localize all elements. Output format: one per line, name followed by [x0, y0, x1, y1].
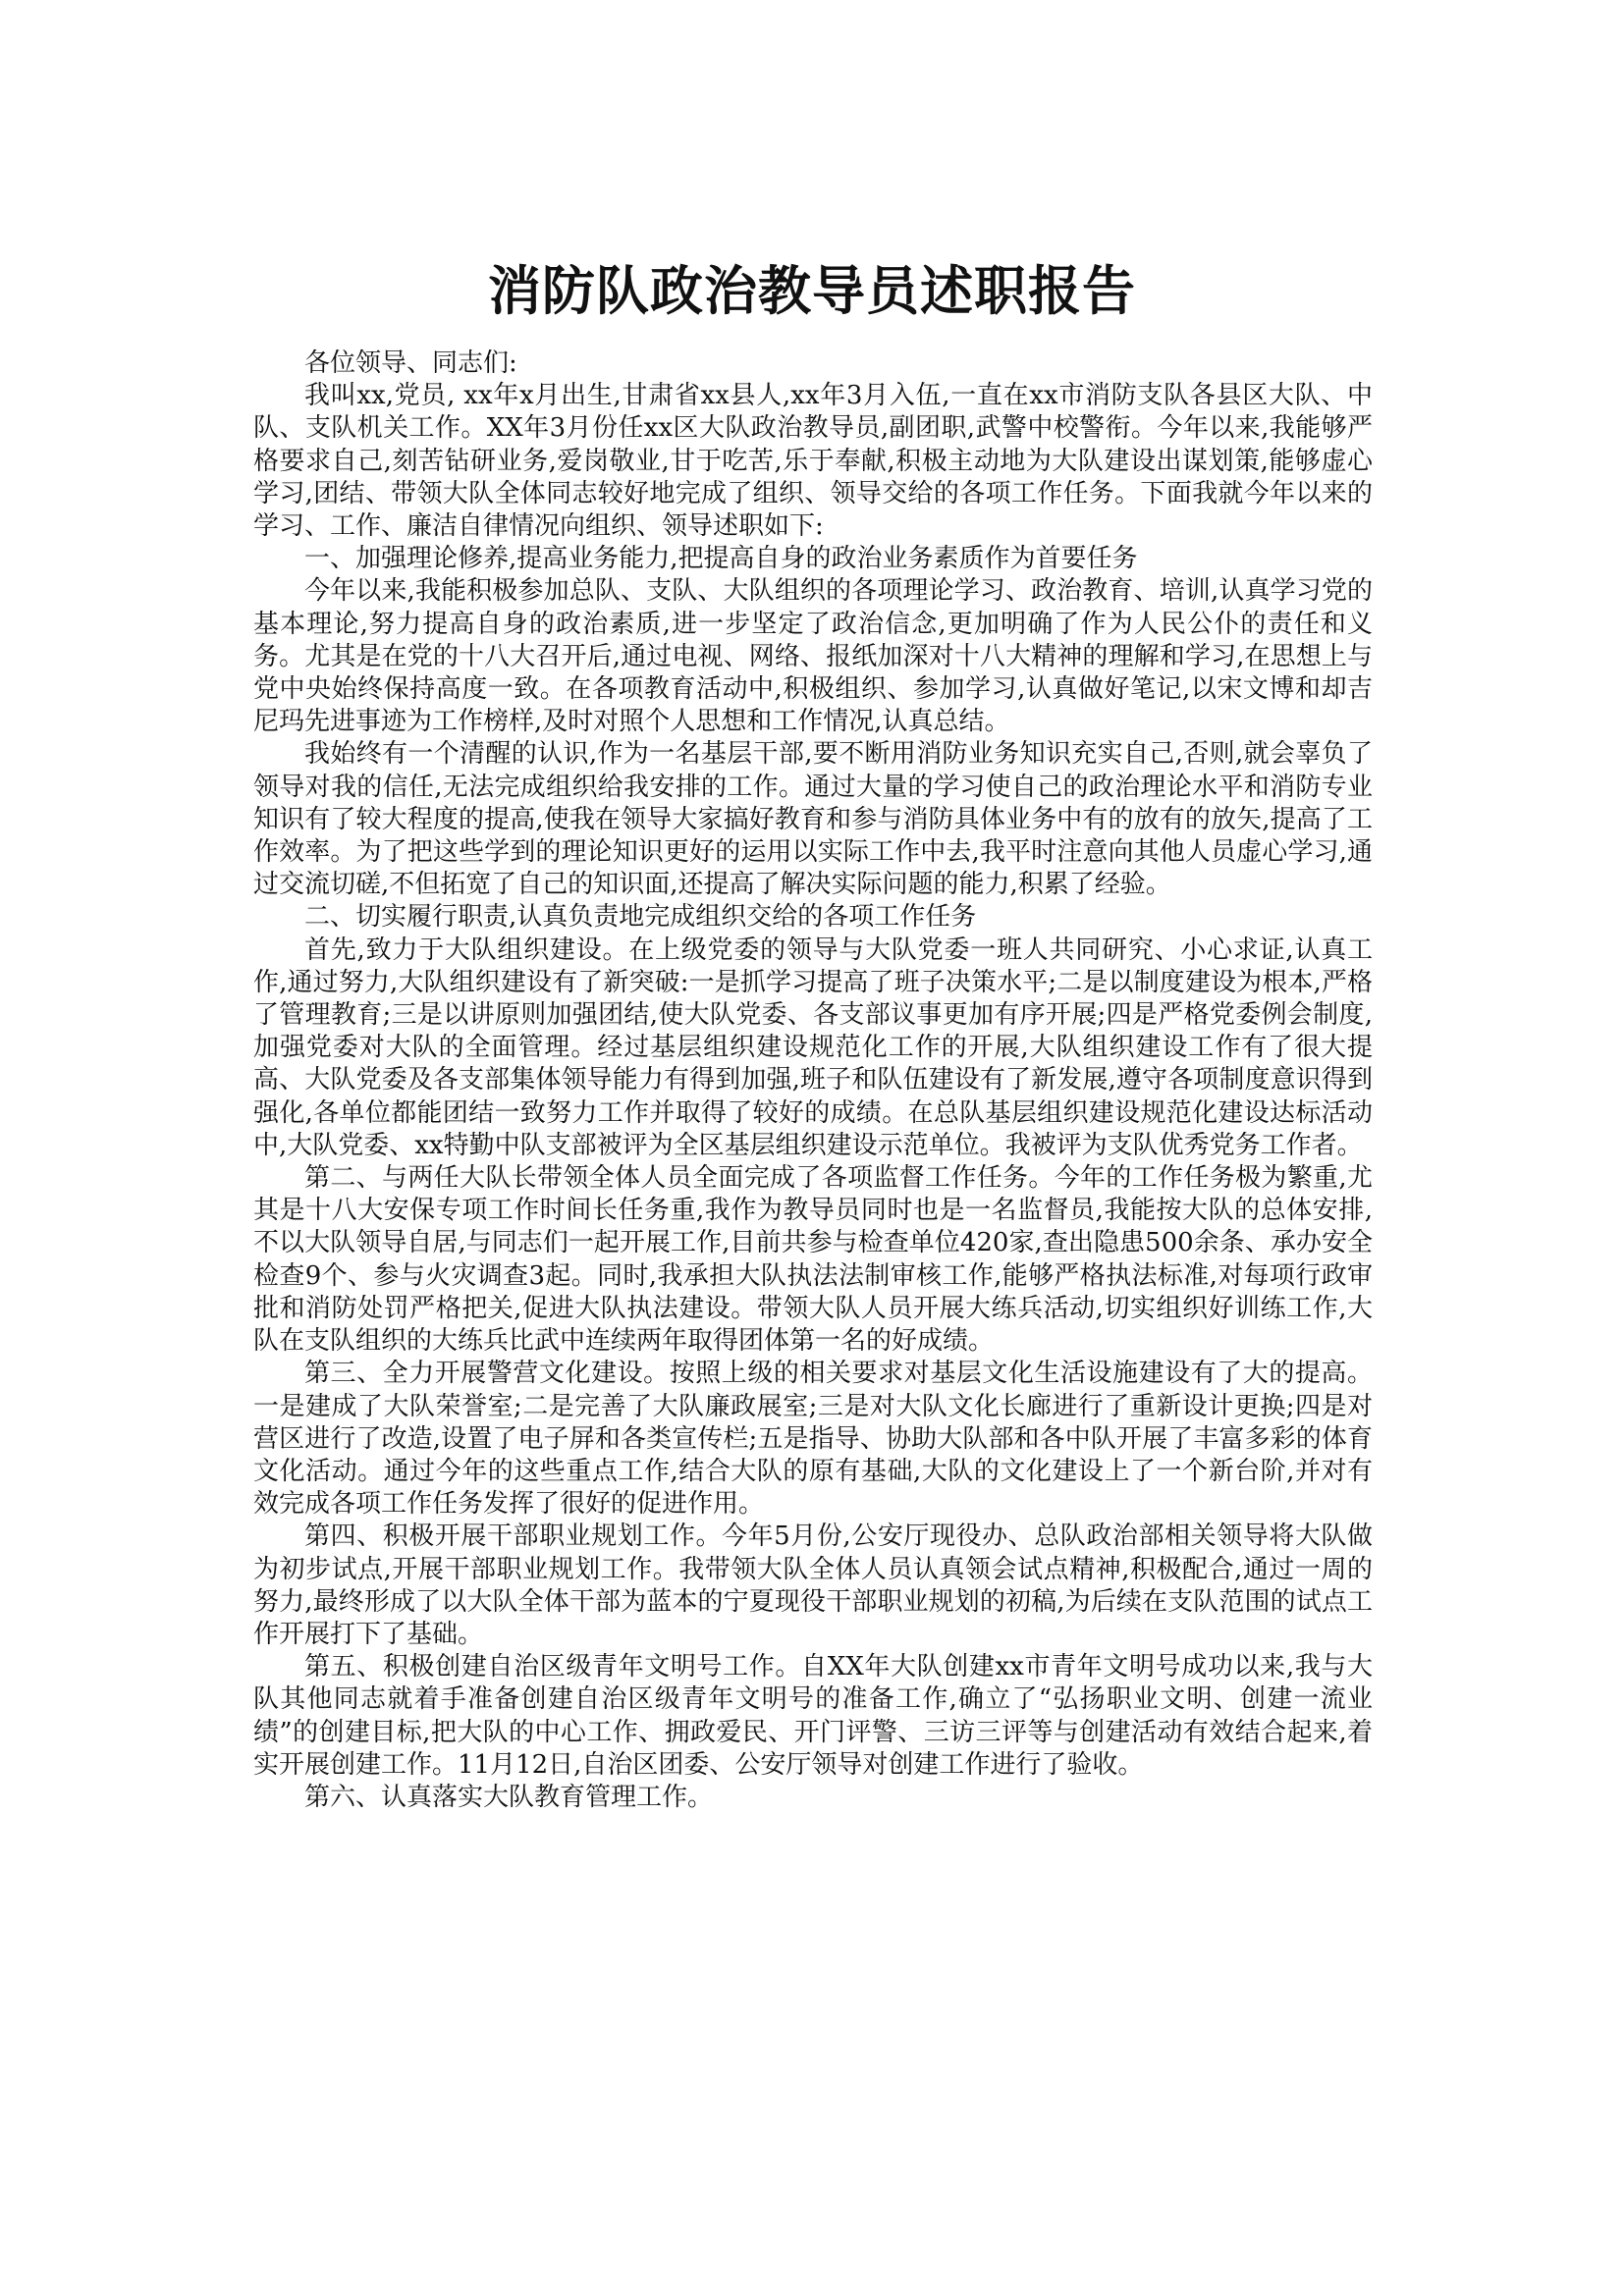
paragraph-supervision: 第二、与两任大队长带领全体人员全面完成了各项监督工作任务。今年的工作任务极为繁重,尤其是十八大安保专项工作时间长任务重,我作为教导员同时也是一名监督员,我能按大队的总体安排,不以大队领导自居,与同志们一起开展工作,目前共参与检查单位420家,查出隐患500余条、承办安全检查9个、参与火灾调查3起。同时,我承担大队执法法制审核工作,能够严格执法标准,对每项行政审批和消防处罚严格把关,促进大队执法建设。带领大队人员开展大练兵活动,切实组织好训练工作,大队在支队组织的大练兵比武中连续两年取得团体第一名的好成绩。 — [253, 1163, 1373, 1357]
paragraph-career-planning: 第四、积极开展干部职业规划工作。今年5月份,公安厅现役办、总队政治部相关领导将大队做为初步试点,开展干部职业规划工作。我带领大队全体人员认真领会试点精神,积极配合,通过一周的努力,最终形成了以大队全体干部为蓝本的宁夏现役干部职业规划的初稿,为后续在支队范围的试点工作开展打下了基础。 — [253, 1522, 1373, 1649]
paragraph-study: 今年以来,我能积极参加总队、支队、大队组织的各项理论学习、政治教育、培训,认真学习党的基本理论,努力提高自身的政治素质,进一步坚定了政治信念,更加明确了作为人民公仆的责任和义务。尤其是在党的十八大召开后,通过电视、网络、报纸加深对十八大精神的理解和学习,在思想上与党中央始终保持高度一致。在各项教育活动中,积极组织、参加学习,认真做好笔记,以宋文博和却吉尼玛先进事迹为工作榜样,及时对照个人思想和工作情况,认真总结。 — [253, 576, 1373, 737]
section-heading-1: 一、加强理论修养,提高业务能力,把提高自身的政治业务素质作为首要任务 — [304, 544, 1138, 574]
paragraph-salutation: 各位领导、同志们: — [304, 348, 517, 378]
paragraph-education-management: 第六、认真落实大队教育管理工作。 — [304, 1782, 714, 1812]
document-title: 消防队政治教导员述职报告 — [488, 260, 1136, 322]
document-body — [253, 347, 1373, 1814]
paragraph-youth-civilization: 第五、积极创建自治区级青年文明号工作。自XX年大队创建xx市青年文明号成功以来,我与大队其他同志就着手准备创建自治区级青年文明号的准备工作,确立了“弘扬职业文明、创建一流业绩”的创建目标,把大队的中心工作、拥政爱民、开门评警、三访三评等与创建活动有效结合起来,着实开展创建工作。11月12日,自治区团委、公安厅领导对创建工作进行了验收。 — [253, 1652, 1373, 1780]
paragraph-organization: 首先,致力于大队组织建设。在上级党委的领导与大队党委一班人共同研究、小心求证,认真工作,通过努力,大队组织建设有了新突破:一是抓学习提高了班子决策水平;二是以制度建设为根本,严格了管理教育;三是以讲原则加强团结,使大队党委、各支部议事更加有序开展;四是严格党委例会制度,加强党委对大队的全面管理。经过基层组织建设规范化工作的开展,大队组织建设工作有了很大提高、大队党委及各支部集体领导能力有得到加强,班子和队伍建设有了新发展,遵守各项制度意识得到强化,各单位都能团结一致努力工作并取得了较好的成绩。在总队基层组织建设规范化建设达标活动中,大队党委、xx特勤中队支部被评为全区基层组织建设示范单位。我被评为支队优秀党务工作者。 — [253, 934, 1373, 1160]
section-heading-2: 二、切实履行职责,认真负责地完成组织交给的各项工作任务 — [304, 902, 977, 933]
paragraph-introduction: 我叫xx,党员, xx年x月出生,甘肃省xx县人,xx年3月入伍,一直在xx市消防支队各县区大队、中队、支队机关工作。XX年3月份任xx区大队政治教导员,副团职,武警中校警衔。今年以来,我能够严格要求自己,刻苦钻研业务,爱岗敬业,甘于吃苦,乐于奉献,积极主动地为大队建设出谋划策,能够虚心学习,团结、带领大队全体同志较好地完成了组织、领导交给的各项工作任务。下面我就今年以来的学习、工作、廉洁自律情况向组织、领导述职如下: — [253, 381, 1373, 542]
paragraph-knowledge: 我始终有一个清醒的认识,作为一名基层干部,要不断用消防业务知识充实自己,否则,就会辜负了领导对我的信任,无法完成组织给我安排的工作。通过大量的学习使自己的政治理论水平和消防专业知识有了较大程度的提高,使我在领导大家搞好教育和参与消防具体业务中有的放有的放矢,提高了工作效率。为了把这些学到的理论知识更好的运用以实际工作中去,我平时注意向其他人员虚心学习,通过交流切磋,不但拓宽了自己的知识面,还提高了解决实际问题的能力,积累了经验。 — [253, 739, 1373, 900]
paragraph-culture: 第三、全力开展警营文化建设。按照上级的相关要求对基层文化生活设施建设有了大的提高。一是建成了大队荣誉室;二是完善了大队廉政展室;三是对大队文化长廊进行了重新设计更换;四是对营区进行了改造,设置了电子屏和各类宣传栏;五是指导、协助大队部和各中队开展了丰富多彩的体育文化活动。通过今年的这些重点工作,结合大队的原有基础,大队的文化建设上了一个新台阶,并对有效完成各项工作任务发挥了很好的促进作用。 — [253, 1359, 1373, 1520]
